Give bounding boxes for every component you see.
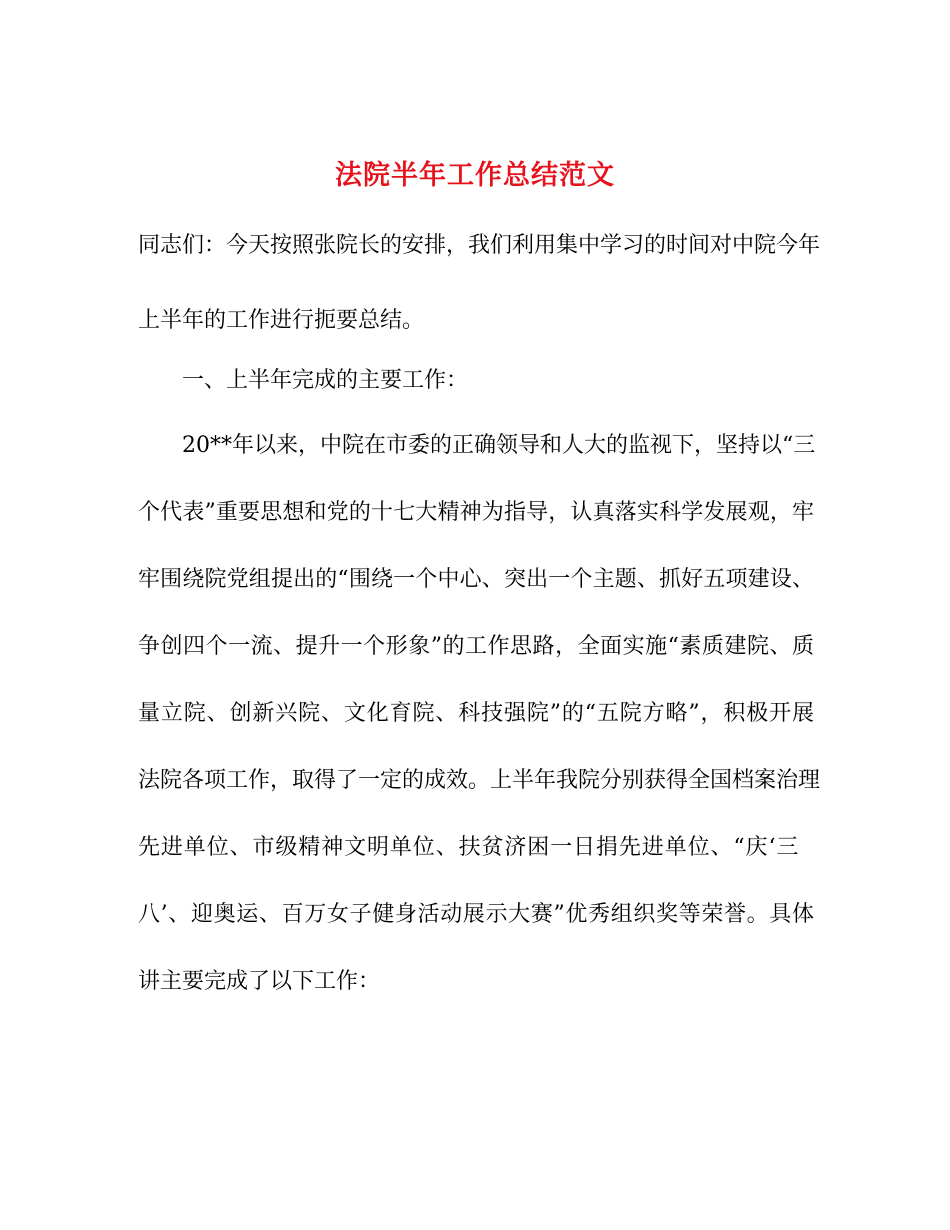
paragraph-line-11: 八’、迎奥运、百万女子健身活动展示大赛”优秀组织奖等荣誉。具体	[138, 902, 814, 927]
paragraph-line-2: 上半年的工作进行扼要总结。	[138, 308, 425, 333]
paragraph-line-10: 先进单位、市级精神文明单位、扶贫济困一日捐先进单位、“庆‘三	[138, 835, 800, 860]
paragraph-line-6: 牢围绕院党组提出的“围绕一个中心、突出一个主题、抓好五项建设、	[138, 567, 814, 592]
paragraph-line-8: 量立院、创新兴院、文化育院、科技强院”的“五院方略”，积极开展	[138, 701, 814, 726]
paragraph-line-1: 同志们：今天按照张院长的安排，我们利用集中学习的时间对中院今年	[138, 233, 821, 258]
document-title: 法院半年工作总结范文	[335, 160, 615, 192]
paragraph-line-9: 法院各项工作，取得了一定的成效。上半年我院分别获得全国档案治理	[138, 768, 821, 793]
paragraph-line-4: 20**年以来，中院在市委的正确领导和人大的监视下，坚持以“三	[182, 433, 816, 458]
section-heading: 一、上半年完成的主要工作：	[182, 368, 469, 393]
paragraph-line-12: 讲主要完成了以下工作：	[138, 969, 381, 994]
paragraph-line-5: 个代表”重要思想和党的十七大精神为指导，认真落实科学发展观，牢	[138, 500, 814, 525]
paragraph-line-7: 争创四个一流、提升一个形象”的工作思路，全面实施“素质建院、质	[138, 634, 814, 659]
